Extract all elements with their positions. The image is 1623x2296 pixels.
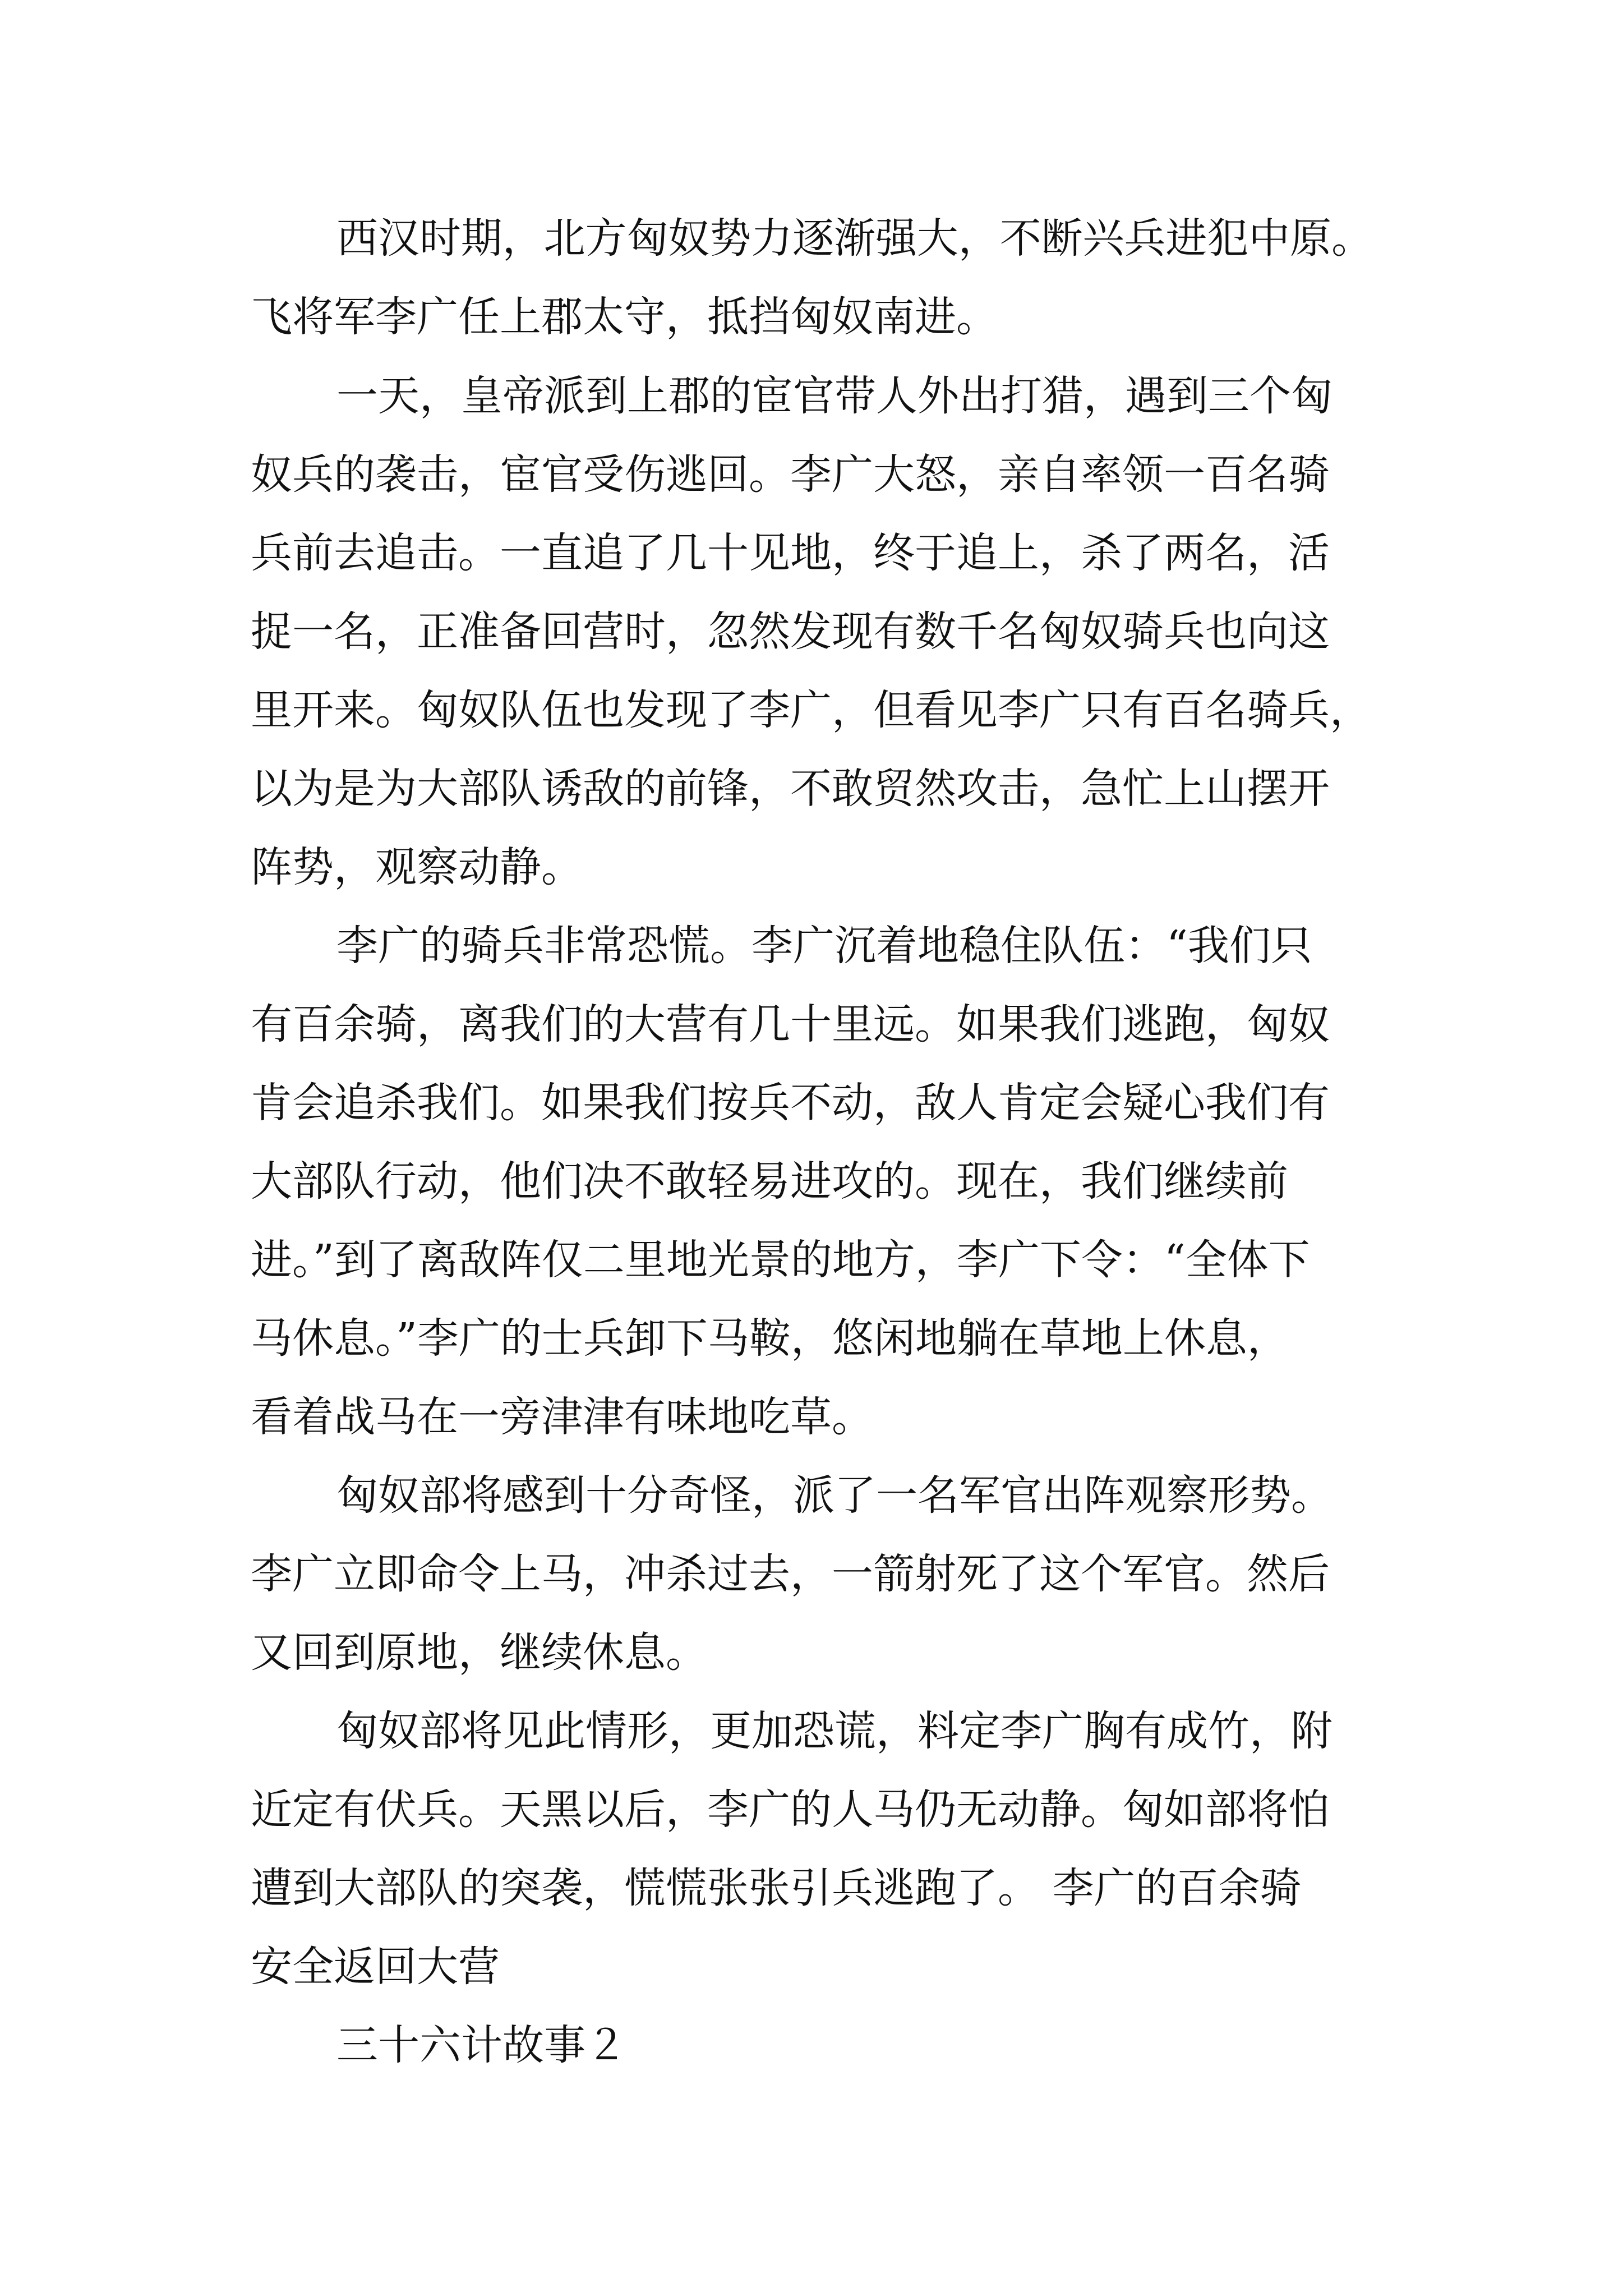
story-heading: 三十六计故事２ [336,2021,627,2069]
text-line: 匈奴部将见此情形，更加恐谎，料定李广胸有成竹，附 [336,1707,1332,1755]
text-line: 阵势，观察动静。 [251,843,583,891]
text-line: 有百余骑，离我们的大营有几十里远。如果我们逃跑，匈奴 [251,1000,1330,1048]
text-line: 进。”到了离敌阵仅二里地光景的地方，李广下令：“全体下 [251,1236,1310,1284]
text-line: 匈奴部将感到十分奇怪，派了一名军官出阵观察形势。 [336,1471,1332,1520]
text-line: 西汉时期，北方匈奴势力逐渐强大，不断兴兵进犯中原。 [336,214,1373,263]
text-line: 马休息。”李广的士兵卸下马鞍，悠闲地躺在草地上休息， [251,1314,1289,1363]
text-line: 一天，皇帝派到上郡的宦官带人外出打猎，遇到三个匈 [336,372,1332,420]
text-line: 兵前去追击。一直追了几十见地，终于追上，杀了两名，活 [251,529,1330,577]
text-line: 飞将军李广任上郡太守，抵挡匈奴南进。 [251,293,998,341]
text-line: 大部队行动，他们决不敢轻易进攻的。现在，我们继续前 [251,1157,1288,1205]
text-line: 又回到原地，继续休息。 [251,1628,707,1677]
text-line: 肯会追杀我们。如果我们按兵不动，敌人肯定会疑心我们有 [251,1079,1330,1127]
text-line: 捉一名，正准备回营时，忽然发现有数千名匈奴骑兵也向这 [251,608,1330,656]
text-line: 看着战马在一旁津津有味地吃草。 [251,1393,873,1441]
text-line: 李广立即命令上马，冲杀过去，一箭射死了这个军官。然后 [251,1550,1330,1598]
text-line: 近定有伏兵。天黑以后，李广的人马仍无动静。匈如部将怕 [251,1786,1330,1834]
text-line: 李广的骑兵非常恐慌。李广沉着地稳住队伍：“我们只 [336,922,1312,970]
text-line: 安全返回大营 [251,1943,500,1991]
text-line: 里开来。匈奴队伍也发现了李广，但看见李广只有百名骑兵， [251,686,1371,734]
text-line: 以为是为大部队诱敌的前锋，不敢贸然攻击，急忙上山摆开 [251,765,1330,813]
text-line: 奴兵的袭击，宦官受伤逃回。李广大怒，亲自率领一百名骑 [251,450,1330,499]
text-line: 遭到大部队的突袭，慌慌张张引兵逃跑了。 李广的百余骑 [251,1864,1302,1912]
